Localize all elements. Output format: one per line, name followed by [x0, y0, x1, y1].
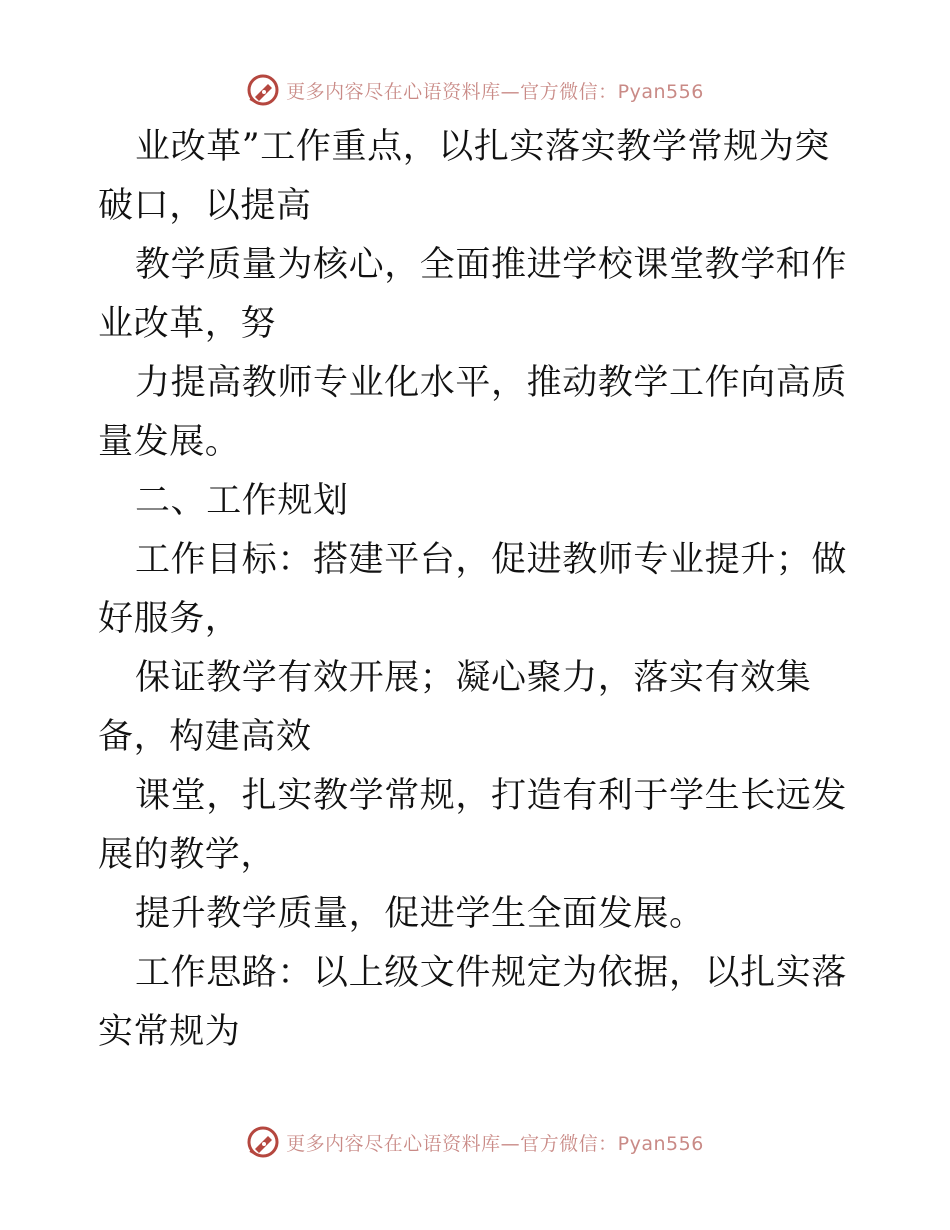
paragraph-6: 课堂，扎实教学常规，打造有利于学生长远发展的教学，: [98, 776, 848, 875]
watermark-text: 更多内容尽在心语资料库—官方微信：Pyan556: [286, 1132, 704, 1155]
section-heading: 二、工作规划: [135, 481, 349, 521]
paragraph-8: 工作思路：以上级文件规定为依据，以扎实落实常规为: [98, 953, 848, 1052]
header-watermark: [0, 70, 950, 110]
watermark-text: 更多内容尽在心语资料库—官方微信：Pyan556: [286, 80, 704, 103]
pen-nib-circle-logo-icon: [246, 1125, 280, 1159]
paragraph-3: 力提高教师专业化水平，推动教学工作向高质量发展。: [98, 363, 848, 462]
paragraph-2: 教学质量为核心，全面推进学校课堂教学和作业改革，努: [98, 245, 848, 344]
paragraph-7: 提升教学质量，促进学生全面发展。: [135, 894, 705, 934]
paragraph-4: 工作目标：搭建平台，促进教师专业提升；做好服务，: [98, 540, 848, 639]
paragraph-1: 业改革”工作重点，以扎实落实教学常规为突破口，以提高: [98, 127, 830, 226]
document-body: [98, 118, 858, 1062]
footer-watermark: [0, 1122, 950, 1162]
paragraph-5: 保证教学有效开展；凝心聚力，落实有效集备，构建高效: [98, 658, 812, 757]
pen-nib-circle-logo-icon: [246, 73, 280, 107]
